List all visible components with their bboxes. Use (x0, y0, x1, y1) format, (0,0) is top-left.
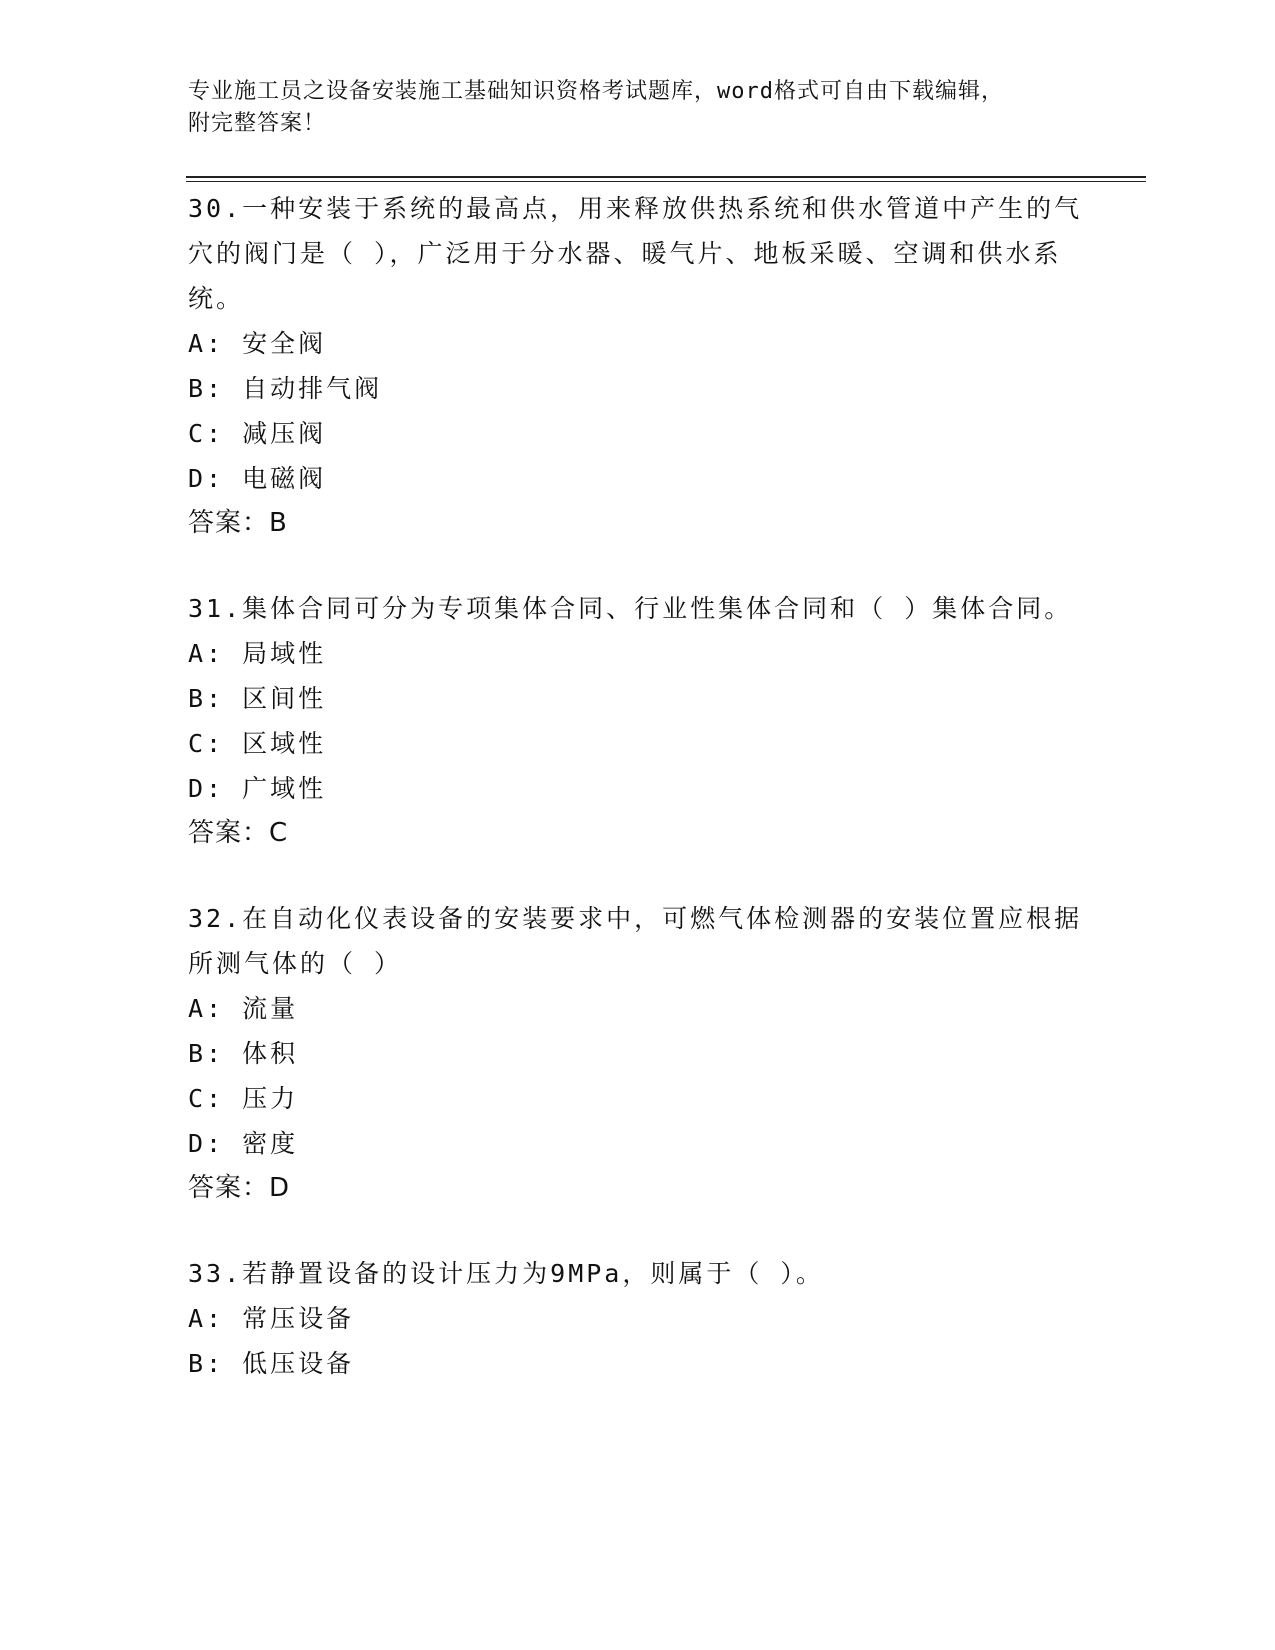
option-b: B: 区间性 (188, 684, 327, 713)
question-33 (188, 1251, 1088, 1386)
question-30 (188, 186, 1088, 546)
option-d: D: 电磁阀 (188, 464, 327, 493)
question-list (188, 186, 1088, 1426)
option-a: A: 局域性 (188, 639, 327, 668)
question-text: 33.若静置设备的设计压力为9MPa，则属于（ ）。 (188, 1259, 824, 1288)
answer-line: 答案：C (188, 818, 289, 848)
answer-line: 答案：D (188, 1173, 291, 1203)
header-divider-thick (186, 176, 1146, 178)
question-text: 32.在自动化仪表设备的安装要求中，可燃气体检测器的安装位置应根据所测气体的（ ） (188, 904, 1083, 978)
option-b: B: 低压设备 (188, 1349, 355, 1378)
header-line-2: 附完整答案！ (188, 111, 327, 136)
option-b: B: 自动排气阀 (188, 374, 383, 403)
question-text: 30.一种安装于系统的最高点，用来释放供热系统和供水管道中产生的气穴的阀门是（ ），广泛用于分水器、暖气片、地板采暖、空调和供水系统。 (188, 194, 1083, 313)
answer-line: 答案：B (188, 508, 288, 538)
option-a: A: 常压设备 (188, 1304, 355, 1333)
document-header (188, 76, 1068, 140)
option-d: D: 密度 (188, 1129, 299, 1158)
question-text: 31.集体合同可分为专项集体合同、行业性集体合同和（ ）集体合同。 (188, 594, 1073, 623)
option-c: C: 减压阀 (188, 419, 327, 448)
option-b: B: 体积 (188, 1039, 299, 1068)
option-d: D: 广域性 (188, 774, 327, 803)
header-line-1: 专业施工员之设备安装施工基础知识资格考试题库，word格式可自由下载编辑， (188, 79, 1004, 104)
option-c: C: 压力 (188, 1084, 299, 1113)
option-c: C: 区域性 (188, 729, 327, 758)
question-32 (188, 896, 1088, 1211)
question-31 (188, 586, 1088, 856)
option-a: A: 流量 (188, 994, 299, 1023)
header-divider-thin (186, 181, 1146, 182)
option-a: A: 安全阀 (188, 329, 327, 358)
